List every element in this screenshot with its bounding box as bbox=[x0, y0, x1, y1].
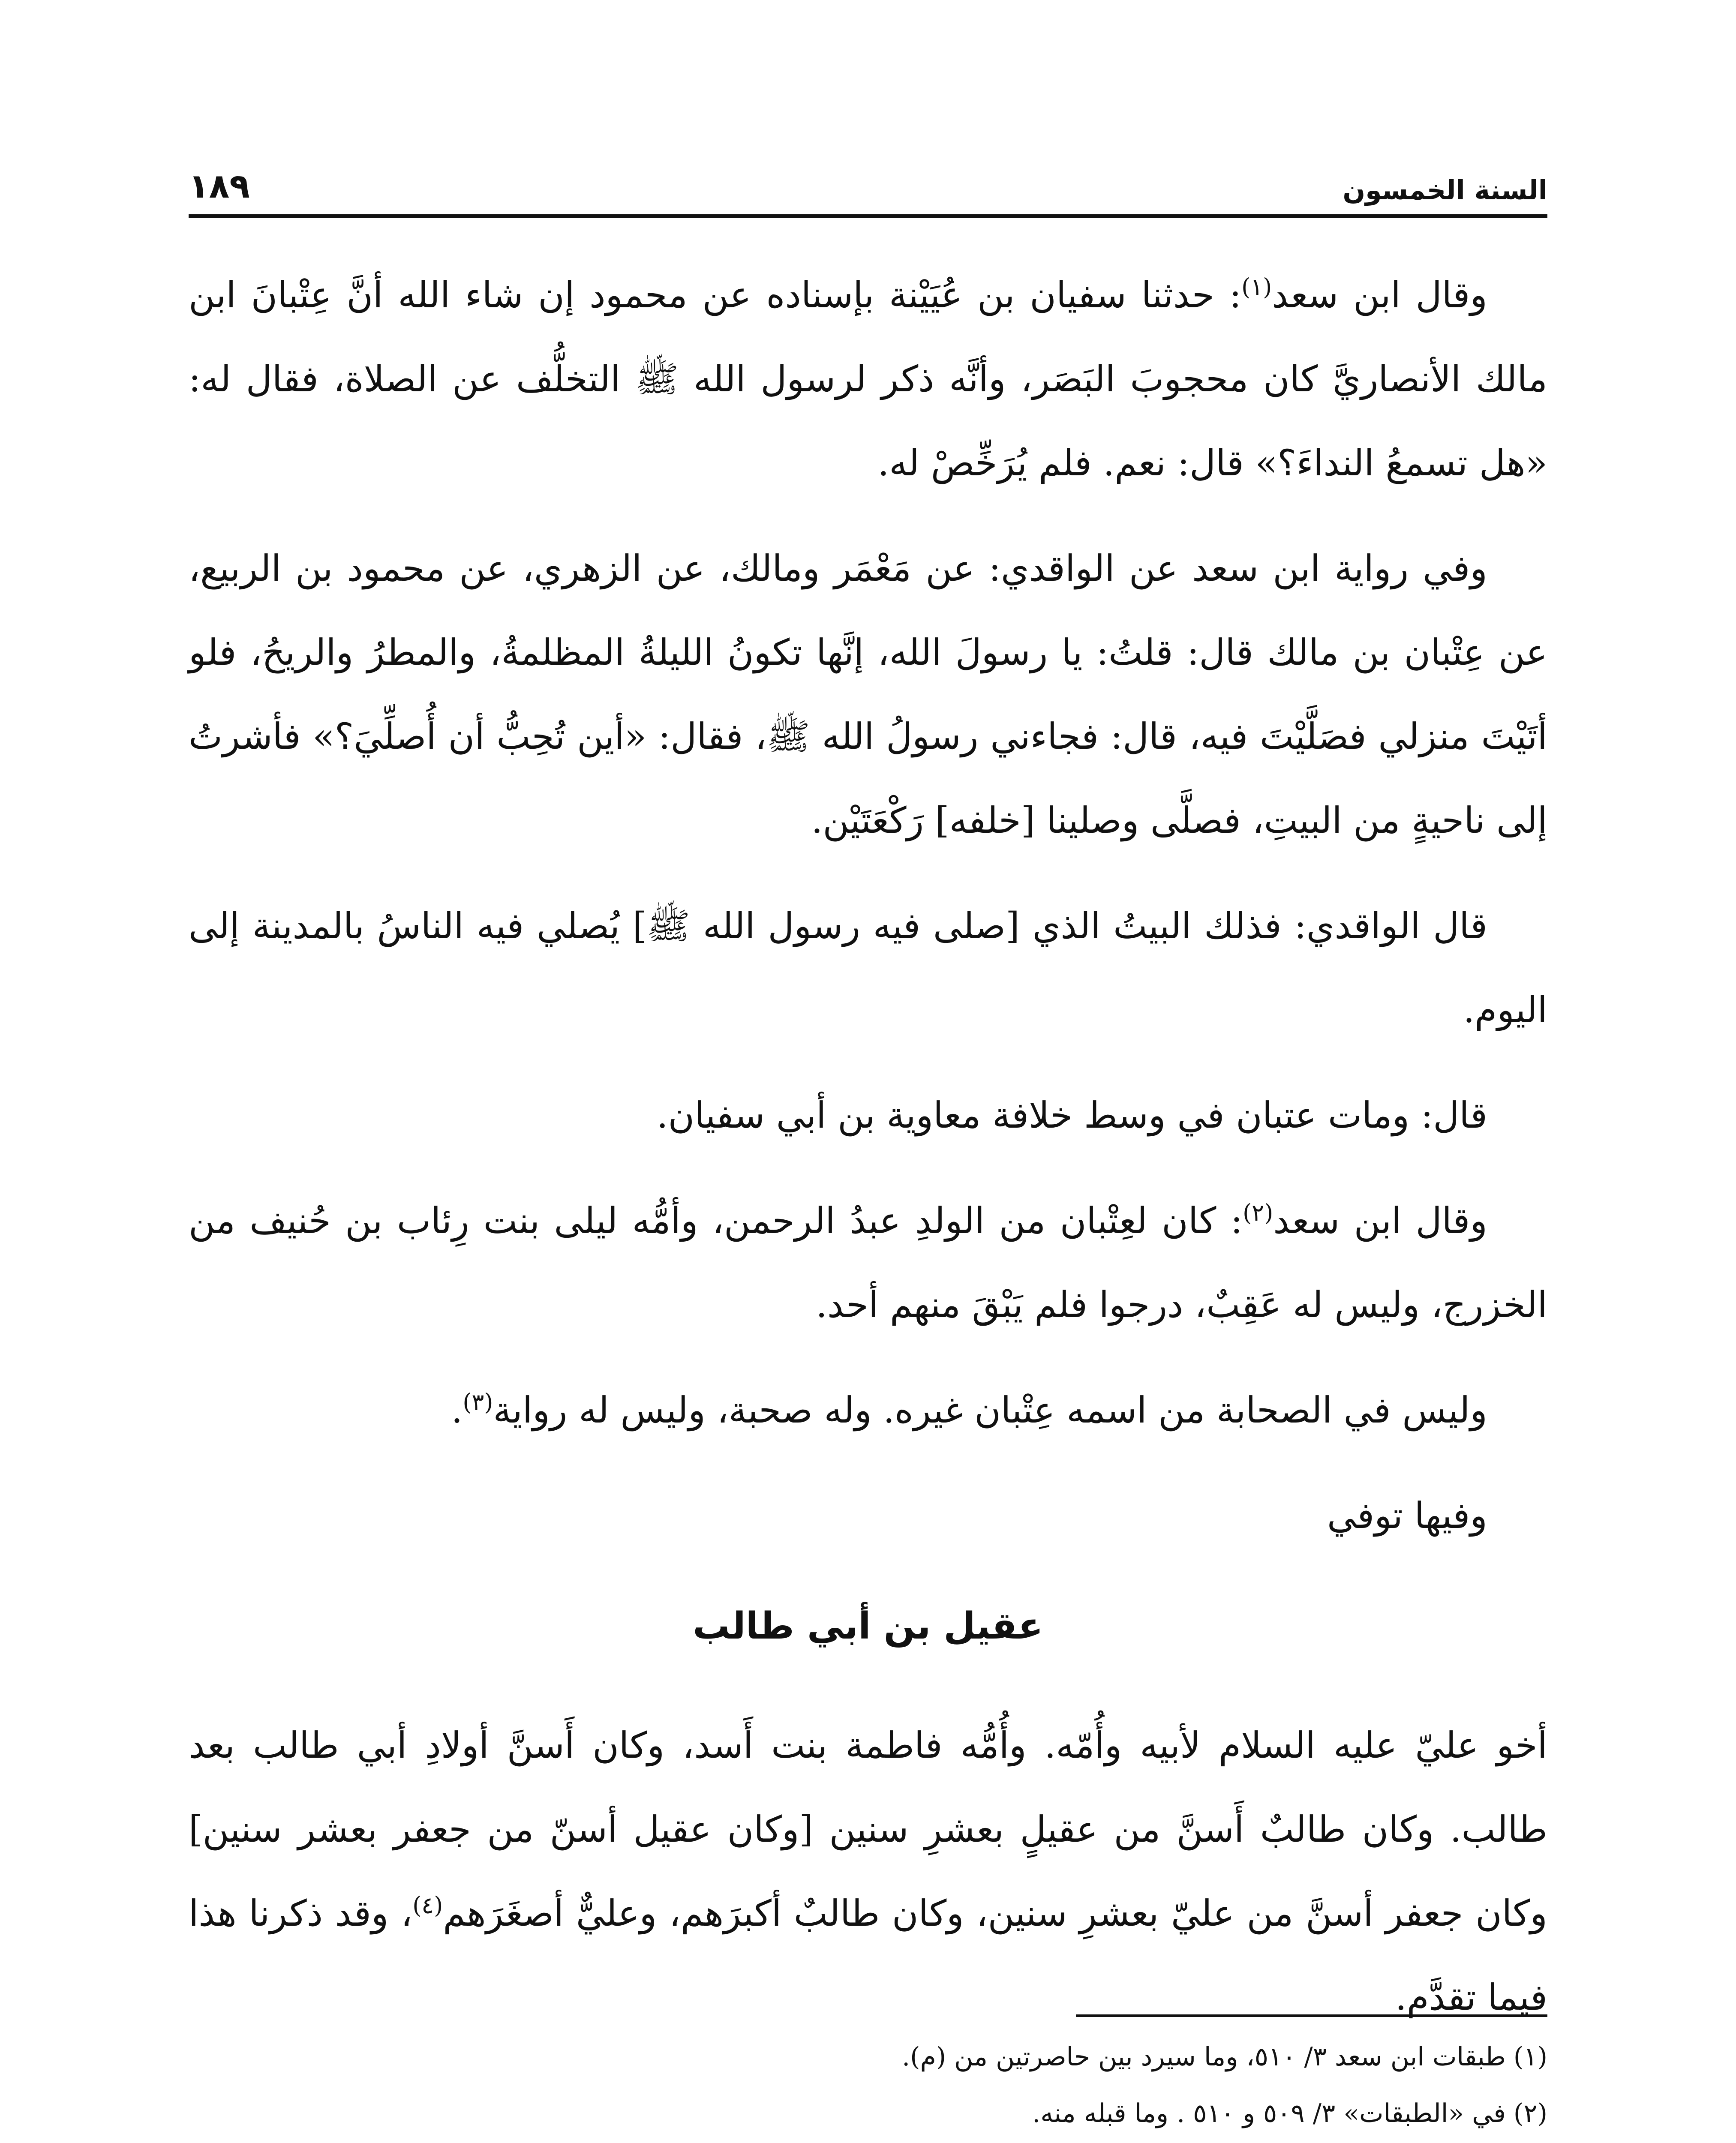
page-number: ١٨٩ bbox=[189, 167, 250, 206]
section-paragraph-text: أخو عليّ عليه السلام لأبيه وأُمّه. وأُمُّه فاطمة بنت أَسد، وكان أَسنَّ أولادِ أبي طالب بعد طالب. وكان طالبٌ أَسنَّ من عقيلٍ بعشرِ سنين [وكان عقيل أسنّ من جعفر بعشر سنين] وكان جعفر أسنَّ من عليّ بعشرِ سنين، وكان طالبٌ أكبرَهم، وعليٌّ أصغَرَهم bbox=[189, 1724, 1547, 1934]
paragraph-1 bbox=[189, 253, 1547, 505]
footnote-1-label: (١) bbox=[1513, 2042, 1547, 2072]
main-text bbox=[189, 253, 1547, 2061]
paragraph-3: قال الواقدي: فذلك البيتُ الذي [صلى فيه رسول الله ﷺ] يُصلي فيه الناسُ بالمدينة إلى اليوم. bbox=[189, 905, 1547, 1031]
footnote-ref-4: (٤) bbox=[412, 1892, 443, 1919]
footnote-1-text: طبقات ابن سعد ٣/ ٥١٠، وما سيرد بين حاصرتين من (م). bbox=[902, 2042, 1506, 2072]
footnote-ref-1: (١) bbox=[1241, 273, 1272, 300]
paragraph-6-text: وليس في الصحابة من اسمه عِتْبان غيره. وله صحبة، وليس له رواية bbox=[493, 1389, 1487, 1431]
paragraph-5 bbox=[189, 1179, 1547, 1347]
paragraph-4: قال: ومات عتبان في وسط خلافة معاوية بن أبي سفيان. bbox=[656, 1094, 1487, 1136]
footnote-2 bbox=[189, 2088, 1547, 2139]
footnote-ref-2: (٢) bbox=[1243, 1199, 1273, 1226]
paragraph-1-text-cont: : حدثنا سفيان بن عُيَيْنة بإسناده عن محمود إن شاء الله أنَّ عِتْبانَ ابن مالك الأنصاريَّ كان محجوبَ البَصَر، وأنَّه ذكر لرسول الله ﷺ التخلُّف عن الصلاة، فقال له: «هل تسمعُ النداءَ؟» قال: نعم. فلم يُرَخِّصْ له. bbox=[189, 274, 1547, 484]
footnote-rule bbox=[1076, 2014, 1547, 2017]
paragraph-2: وفي رواية ابن سعد عن الواقدي: عن مَعْمَر ومالك، عن الزهري، عن محمود بن الربيع، عن عِتْبان بن مالك قال: قلتُ: يا رسولَ الله، إنَّها تكونُ الليلةُ المظلمةُ، والمطرُ والريحُ، فلو أتَيْتَ منزلي فصَلَّيْتَ فيه، قال: فجاءني رسولُ الله ﷺ، فقال: «أين تُحِبُّ أن أُصلِّيَ؟» فأشرتُ إلى ناحيةٍ من البيتِ، فصلَّى وصلينا [خلفه] رَكْعَتَيْن. bbox=[189, 547, 1547, 841]
running-head: السنة الخمسون bbox=[1343, 174, 1547, 206]
footnote-2-text: في «الطبقات» ٣/ ٥٠٩ و ٥١٠ . وما قبله منه. bbox=[1032, 2098, 1506, 2128]
page-header bbox=[189, 141, 1547, 206]
footnote-1 bbox=[189, 2032, 1547, 2082]
section-paragraph bbox=[189, 1703, 1547, 2039]
footnote-2-label: (٢) bbox=[1513, 2098, 1547, 2128]
paragraph-6 bbox=[189, 1368, 1547, 1452]
section-paragraph-text-cont: ، وقد ذكرنا هذا فيما تقدَّم. bbox=[189, 1892, 1547, 2018]
paragraph-6-text-cont: . bbox=[451, 1389, 463, 1431]
paragraph-5-text-cont: : كان لعِتْبان من الولدِ عبدُ الرحمن، وأمُّه ليلى بنت رِئاب بن حُنيف من الخزرج، وليس له عَقِبٌ، درجوا فلم يَبْقَ منهم أحد. bbox=[189, 1200, 1547, 1326]
paragraph-5-text: وقال ابن سعد bbox=[1273, 1200, 1487, 1242]
paragraph-7: وفيها توفي bbox=[1327, 1495, 1487, 1537]
header-rule bbox=[189, 214, 1547, 218]
footnotes bbox=[189, 2032, 1547, 2143]
paragraph-1-text: وقال ابن سعد bbox=[1272, 274, 1487, 316]
section-heading: عقيل بن أبي طالب bbox=[693, 1605, 1043, 1648]
footnote-ref-3: (٣) bbox=[463, 1389, 493, 1416]
